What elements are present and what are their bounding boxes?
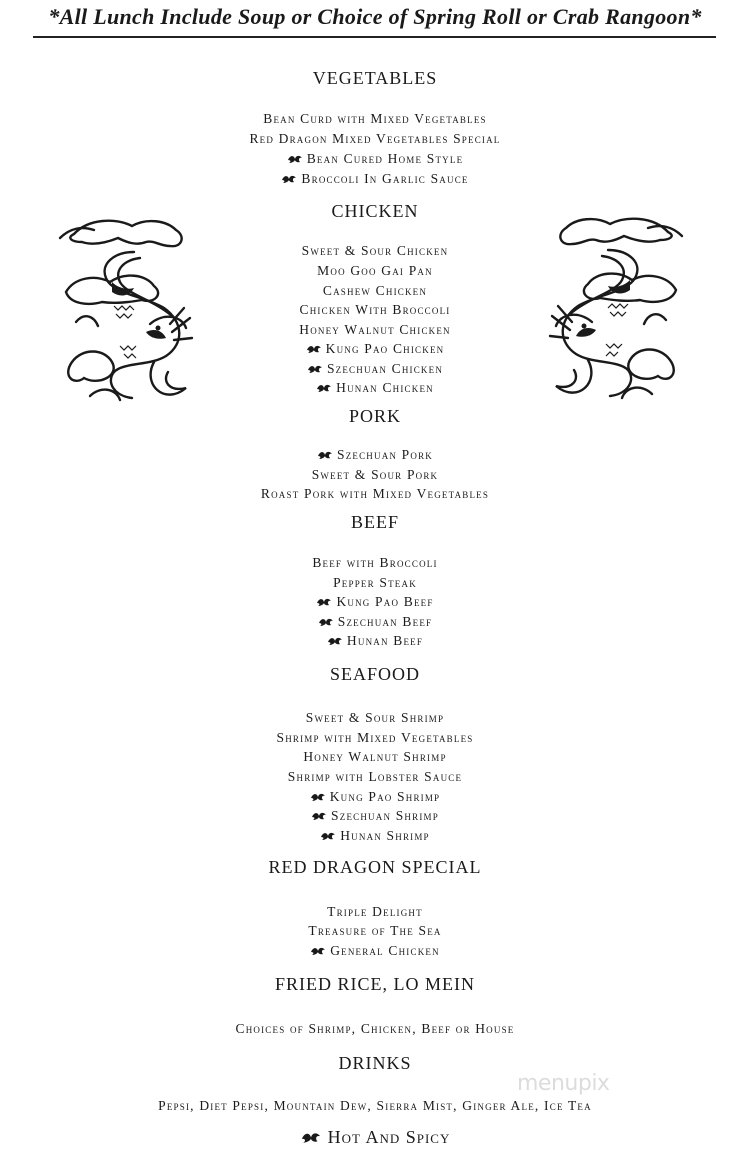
menu-item-name: Sweet & Sour Pork — [311, 467, 439, 482]
spicy-leaf-icon — [318, 617, 334, 627]
menu-item-name: Triple Delight — [327, 904, 423, 919]
dragon-icon — [548, 210, 688, 406]
section-heading-vegetables: VEGETABLES — [312, 68, 438, 88]
lunch-banner: *All Lunch Include Soup or Choice of Spring Roll or Crab Rangoon* — [48, 4, 702, 29]
menu-item — [0, 710, 750, 726]
menu-item-name: Chicken With Broccoli — [299, 302, 451, 317]
menu-item — [0, 943, 750, 959]
section-heading-beef: BEEF — [350, 512, 399, 532]
section-heading-red-dragon-special: RED DRAGON SPECIAL — [268, 857, 482, 877]
menu-item — [0, 151, 750, 167]
dragon-icon — [54, 212, 194, 408]
menu-item-name: Roast Pork with Mixed Vegetables — [260, 486, 490, 501]
menu-item-name: Szechuan Shrimp — [331, 808, 439, 823]
menu-item — [0, 769, 750, 785]
menu-item-name: Honey Walnut Chicken — [299, 322, 451, 337]
menu-item — [0, 614, 750, 630]
menu-item-name: Red Dragon Mixed Vegetables Special — [249, 131, 501, 146]
spicy-legend-label: Hot And Spicy — [327, 1127, 451, 1147]
spicy-leaf-icon — [307, 364, 323, 374]
spicy-leaf-icon — [281, 174, 297, 184]
menu-item-name: Bean Curd with Mixed Vegetables — [263, 111, 487, 126]
menu-item-name: Honey Walnut Shrimp — [303, 749, 447, 764]
menu-item — [0, 749, 750, 765]
menu-item — [0, 1098, 750, 1114]
menu-item — [0, 594, 750, 610]
menu-item — [0, 171, 750, 187]
spicy-leaf-icon — [310, 792, 326, 802]
spicy-leaf-icon — [310, 946, 326, 956]
menu-item-name: Szechuan Beef — [337, 614, 433, 629]
menu-item-name: Treasure of The Sea — [308, 923, 442, 938]
menu-item-name: Choices of Shrimp, Chicken, Beef or House — [235, 1021, 515, 1036]
menu-item-name: Moo Goo Gai Pan — [317, 263, 433, 278]
menu-item — [0, 486, 750, 502]
section-heading-fried-rice-lo-mein: FRIED RICE, LO MEIN — [275, 974, 475, 994]
menu-item — [0, 1021, 750, 1037]
menu-item — [0, 789, 750, 805]
menu-item-name: Hunan Shrimp — [340, 828, 430, 843]
spicy-leaf-icon — [317, 450, 333, 460]
section-heading-drinks: DRINKS — [338, 1053, 412, 1073]
menu-item-name: Sweet & Sour Chicken — [301, 243, 449, 258]
spicy-leaf-icon — [306, 344, 322, 354]
menu-item-name: Broccoli In Garlic Sauce — [301, 171, 469, 186]
menu-item-name: Kung Pao Shrimp — [329, 789, 441, 804]
menu-item-name: General Chicken — [330, 943, 440, 958]
spicy-leaf-icon — [320, 831, 336, 841]
menu-item — [0, 131, 750, 147]
menu-item — [0, 923, 750, 939]
menu-item — [0, 808, 750, 824]
section-heading-chicken: CHICKEN — [331, 201, 419, 221]
menu-item-name: Cashew Chicken — [322, 283, 428, 298]
menu-item — [0, 111, 750, 127]
menu-item-name: Bean Cured Home Style — [306, 151, 464, 166]
menu-item-name: Shrimp with Lobster Sauce — [287, 769, 463, 784]
menu-item-name: Hunan Beef — [346, 633, 424, 648]
spicy-leaf-icon — [311, 811, 327, 821]
spicy-legend — [0, 1127, 750, 1148]
menu-item-name: Kung Pao Beef — [336, 594, 434, 609]
menu-item — [0, 633, 750, 649]
menu-item — [0, 904, 750, 920]
spicy-leaf-icon — [300, 1131, 322, 1144]
menu-item — [0, 575, 750, 591]
banner-divider — [33, 36, 716, 38]
menu-item — [0, 467, 750, 483]
spicy-leaf-icon — [287, 154, 303, 164]
menu-item — [0, 828, 750, 844]
section-heading-seafood: SEAFOOD — [329, 664, 420, 684]
menu-item-name: Pepper Steak — [333, 575, 417, 590]
menu-item — [0, 730, 750, 746]
spicy-leaf-icon — [327, 636, 343, 646]
watermark: menupix — [517, 1071, 610, 1096]
menu-item-name: Sweet & Sour Shrimp — [305, 710, 445, 725]
menu-item-name: Szechuan Pork — [337, 447, 433, 462]
spicy-leaf-icon — [316, 597, 332, 607]
menu-item-name: Beef with Broccoli — [312, 555, 438, 570]
menu-item-name: Szechuan Chicken — [326, 361, 444, 376]
menu-item-name: Kung Pao Chicken — [325, 341, 445, 356]
menu-item-name: Hunan Chicken — [336, 380, 434, 395]
menu-item — [0, 555, 750, 571]
menu-item-name: Shrimp with Mixed Vegetables — [276, 730, 474, 745]
spicy-leaf-icon — [316, 383, 332, 393]
section-heading-pork: PORK — [348, 406, 401, 426]
menu-item-name: Pepsi, Diet Pepsi, Mountain Dew, Sierra Mist, Ginger Ale, Ice Tea — [158, 1098, 592, 1113]
menu-item — [0, 447, 750, 463]
